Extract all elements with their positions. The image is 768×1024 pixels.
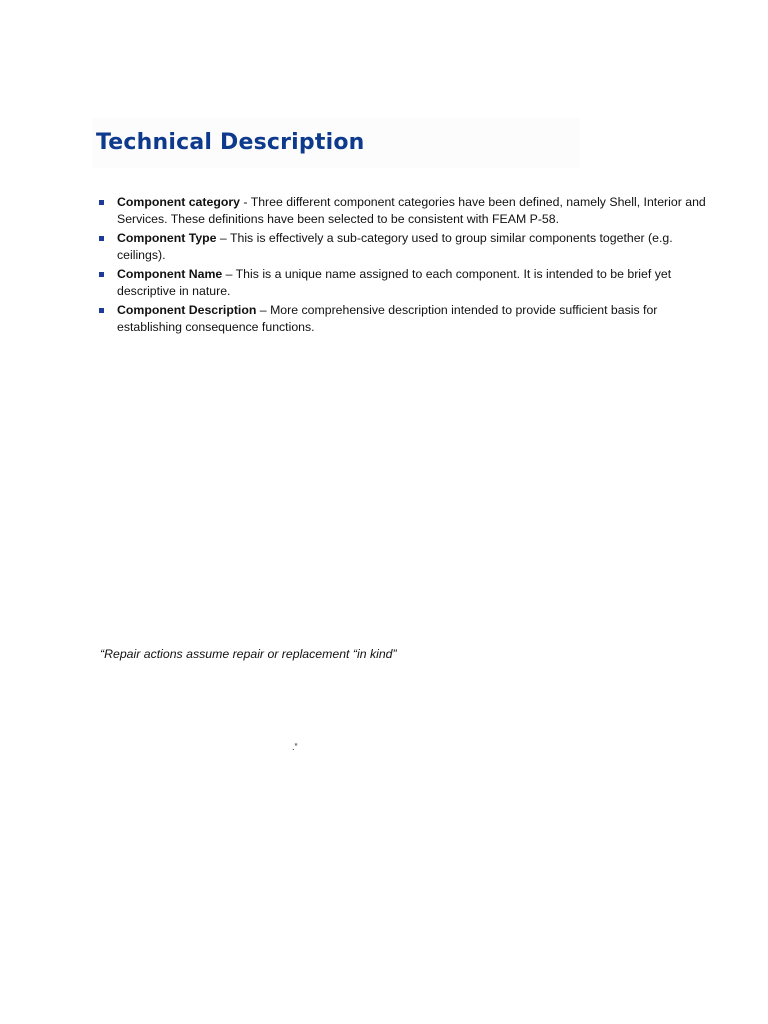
bullet-separator: – (216, 231, 230, 245)
list-item-component-type (98, 230, 710, 264)
component-definition-list (98, 194, 710, 338)
bullet-term: Component Type (117, 231, 217, 245)
page-title: Technical Description (96, 130, 365, 155)
bullet-term: Component Name (117, 267, 223, 281)
bullet-separator: – (256, 303, 271, 317)
bullet-text: More comprehensive description intended to provide sufficient basis for establishing consequence functions. (117, 303, 658, 334)
square-bullet-icon (99, 236, 104, 241)
quote-fragment: .” (292, 742, 298, 752)
repair-quote: “Repair actions assume repair or replacement “in kind” (100, 647, 397, 661)
square-bullet-icon (99, 272, 104, 277)
bullet-separator: – (222, 267, 236, 281)
bullet-text: This is a unique name assigned to each component. It is intended to be brief yet descriptive in nature. (117, 267, 672, 298)
bullet-separator: - (239, 195, 251, 209)
list-item-component-name (98, 266, 710, 300)
square-bullet-icon (99, 308, 104, 313)
bullet-term: Component Description (117, 303, 257, 317)
list-item-component-category (98, 194, 710, 228)
square-bullet-icon (99, 200, 104, 205)
bullet-text: This is effectively a sub-category used to group similar components together (e.g. ceilings). (117, 231, 673, 262)
bullet-term: Component category (117, 195, 240, 209)
list-item-component-description (98, 302, 710, 336)
bullet-text: Three different component categories have been defined, namely Shell, Interior and Services. These definitions have been selected to be consistent with FEAM P-58. (117, 195, 706, 226)
